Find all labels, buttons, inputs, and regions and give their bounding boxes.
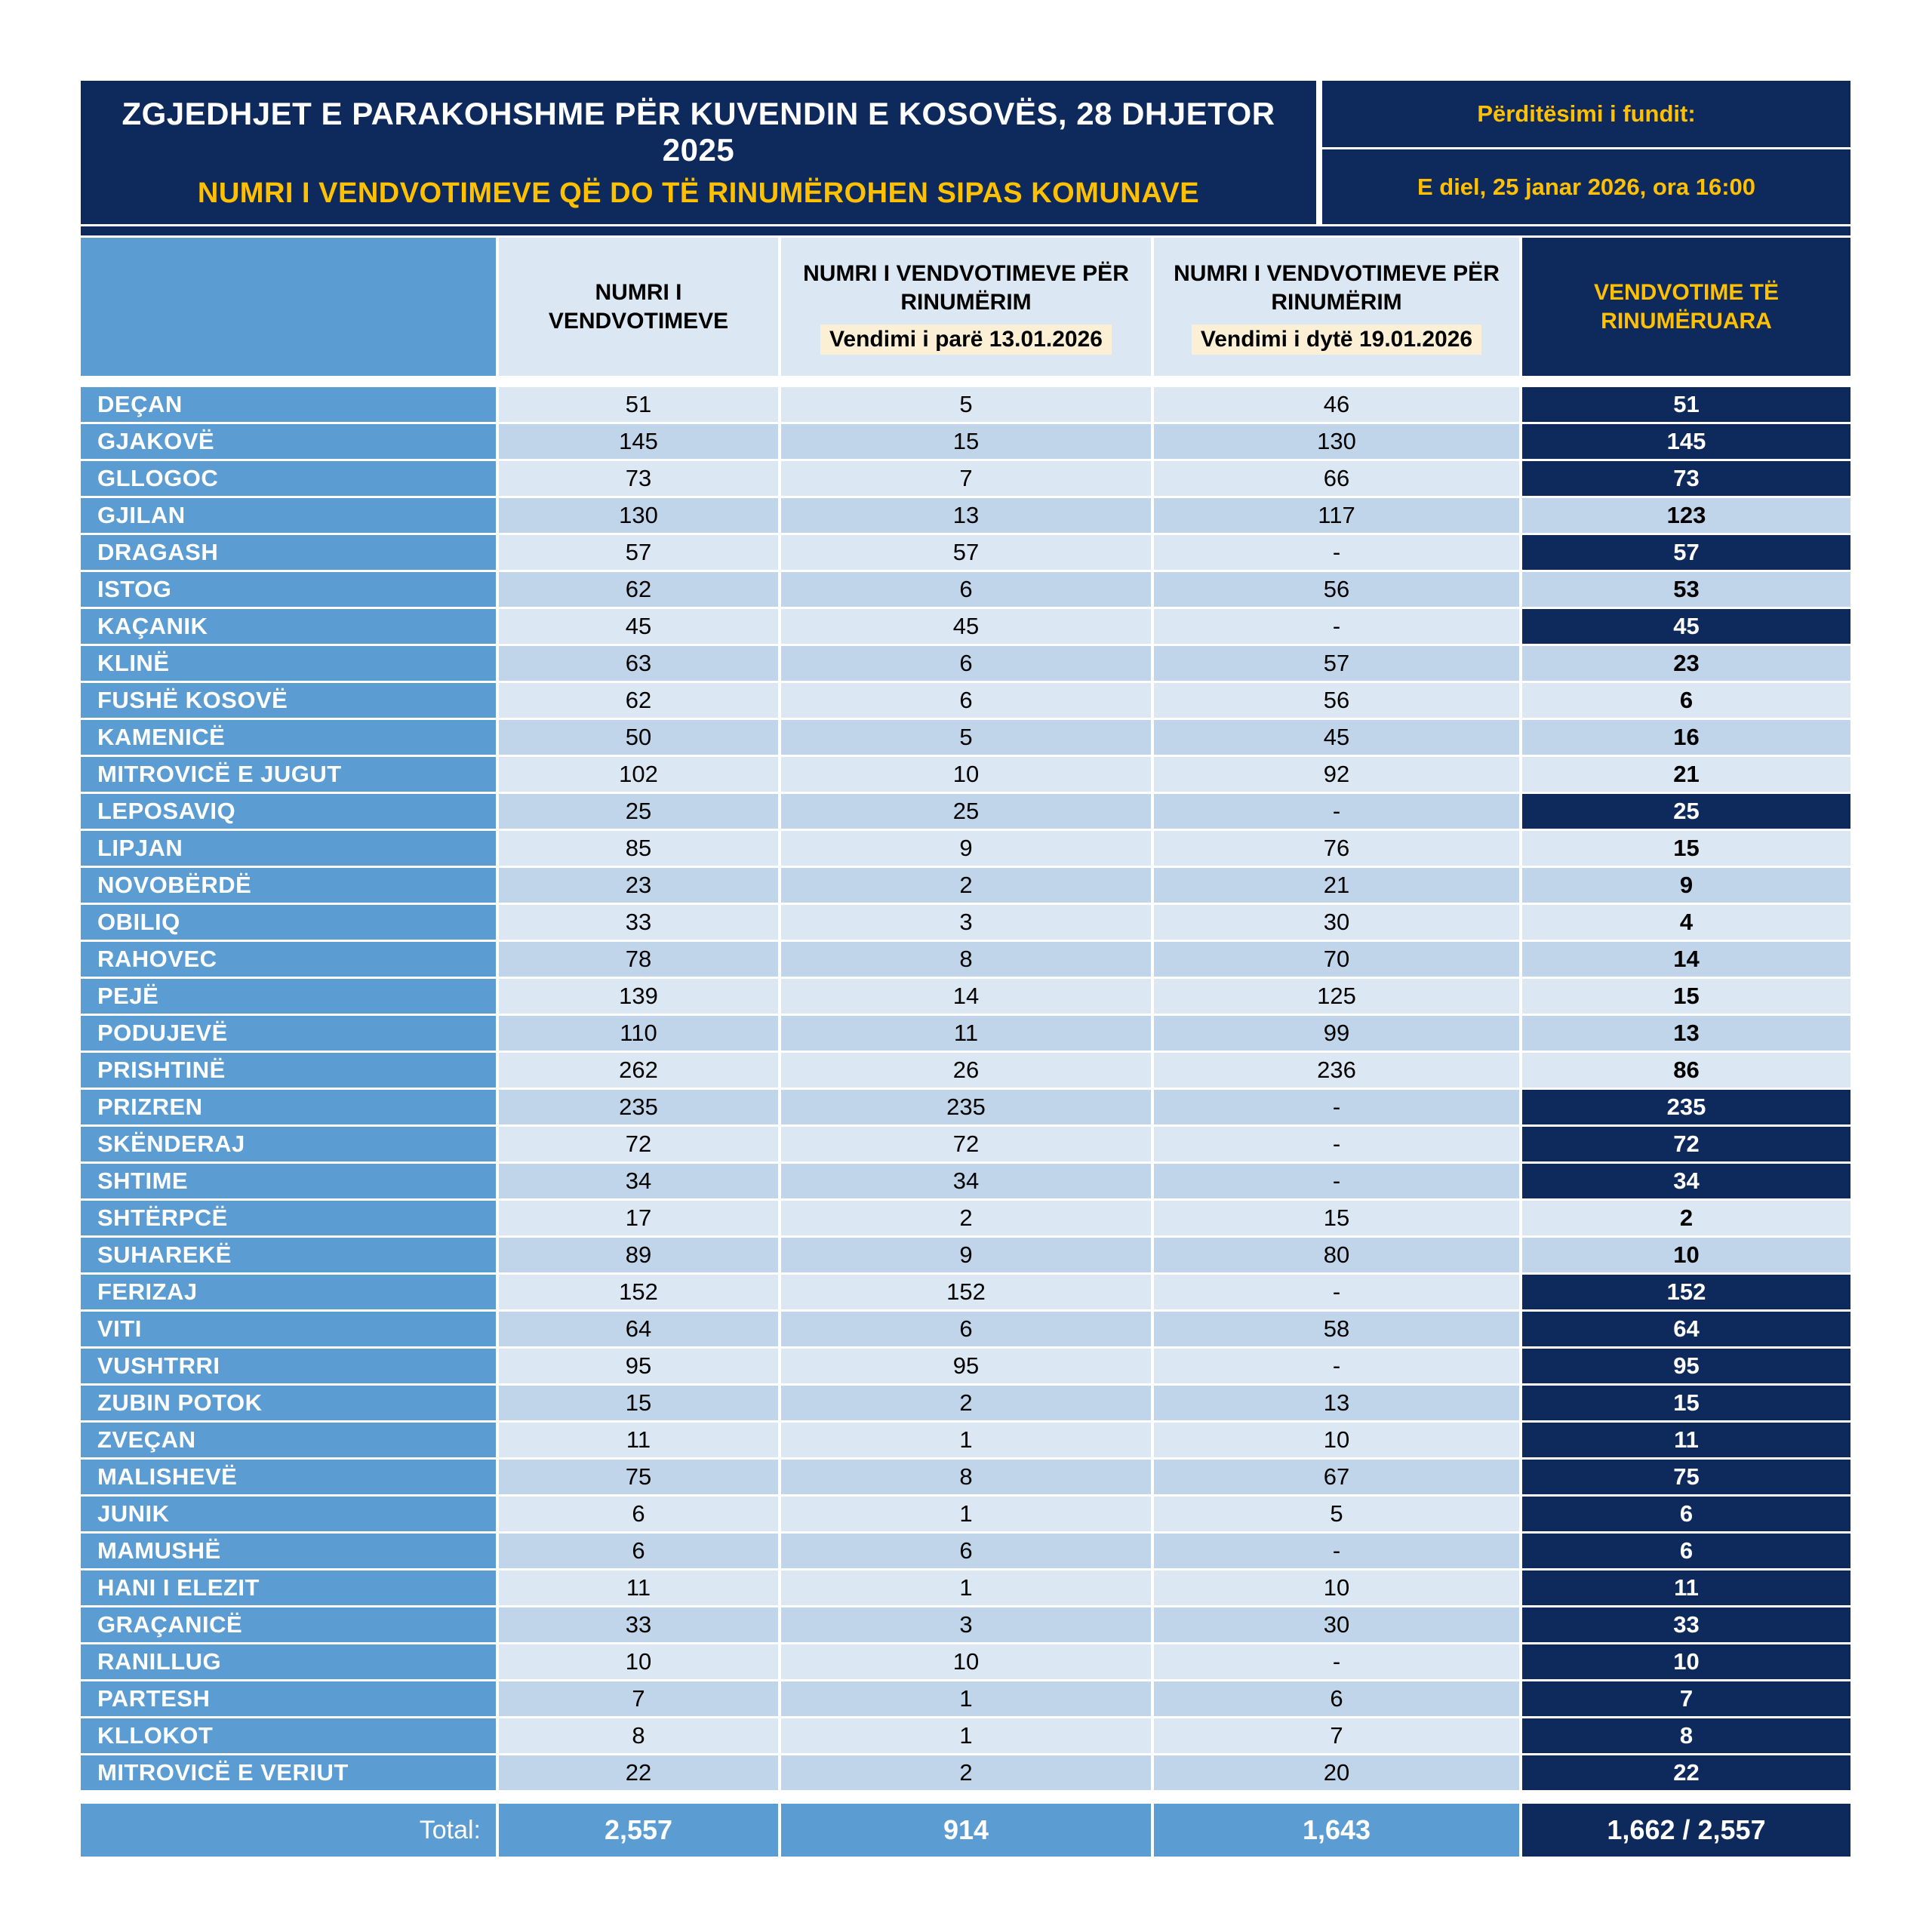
cell-second-decision: 70 xyxy=(1154,942,1519,977)
cell-total-stations: 11 xyxy=(499,1423,778,1457)
cell-second-decision: - xyxy=(1154,609,1519,644)
th-municipality xyxy=(81,238,496,376)
cell-total-stations: 25 xyxy=(499,794,778,829)
municipality-name: PRISHTINË xyxy=(81,1053,496,1088)
cell-total-stations: 85 xyxy=(499,831,778,866)
cell-second-decision: 5 xyxy=(1154,1497,1519,1531)
cell-total-stations: 50 xyxy=(499,720,778,755)
table-row xyxy=(81,1644,1850,1679)
cell-total-stations: 17 xyxy=(499,1201,778,1235)
cell-second-decision: 56 xyxy=(1154,572,1519,607)
municipality-name: VITI xyxy=(81,1312,496,1346)
cell-total-stations: 145 xyxy=(499,424,778,459)
cell-recounted: 72 xyxy=(1522,1127,1850,1161)
cell-total-stations: 51 xyxy=(499,387,778,422)
cell-recounted: 15 xyxy=(1522,1386,1850,1420)
cell-second-decision: 15 xyxy=(1154,1201,1519,1235)
cell-second-decision: 66 xyxy=(1154,461,1519,496)
table-row xyxy=(81,1312,1850,1346)
municipality-name: MITROVICË E VERIUT xyxy=(81,1755,496,1790)
cell-second-decision: - xyxy=(1154,1127,1519,1161)
cell-first-decision: 8 xyxy=(781,942,1151,977)
cell-total-stations: 62 xyxy=(499,572,778,607)
municipality-name: HANI I ELEZIT xyxy=(81,1571,496,1605)
cell-second-decision: - xyxy=(1154,1275,1519,1309)
th-second-decision-label: NUMRI I VENDVOTIMEVE PËR RINUMËRIM xyxy=(1174,260,1500,315)
cell-recounted: 53 xyxy=(1522,572,1850,607)
cell-first-decision: 10 xyxy=(781,1644,1151,1679)
cell-total-stations: 72 xyxy=(499,1127,778,1161)
cell-total-stations: 15 xyxy=(499,1386,778,1420)
municipality-name: KAÇANIK xyxy=(81,609,496,644)
cell-recounted: 8 xyxy=(1522,1718,1850,1753)
municipality-name: RANILLUG xyxy=(81,1644,496,1679)
cell-total-stations: 75 xyxy=(499,1460,778,1494)
cell-second-decision: 125 xyxy=(1154,979,1519,1014)
municipality-name: MITROVICË E JUGUT xyxy=(81,757,496,792)
cell-total-stations: 22 xyxy=(499,1755,778,1790)
cell-total-stations: 152 xyxy=(499,1275,778,1309)
cell-second-decision: 30 xyxy=(1154,905,1519,940)
cell-first-decision: 72 xyxy=(781,1127,1151,1161)
cell-recounted: 25 xyxy=(1522,794,1850,829)
table-row xyxy=(81,1460,1850,1494)
table-row xyxy=(81,1718,1850,1753)
cell-recounted: 33 xyxy=(1522,1607,1850,1642)
cell-total-stations: 10 xyxy=(499,1644,778,1679)
cell-recounted: 6 xyxy=(1522,1534,1850,1568)
cell-recounted: 10 xyxy=(1522,1238,1850,1272)
cell-total-stations: 6 xyxy=(499,1497,778,1531)
total-second-decision: 1,643 xyxy=(1154,1804,1519,1857)
table-header-row xyxy=(81,238,1850,376)
cell-recounted: 145 xyxy=(1522,424,1850,459)
cell-first-decision: 2 xyxy=(781,1755,1151,1790)
table-row xyxy=(81,905,1850,940)
table-row xyxy=(81,831,1850,866)
cell-first-decision: 34 xyxy=(781,1164,1151,1198)
cell-total-stations: 34 xyxy=(499,1164,778,1198)
cell-recounted: 4 xyxy=(1522,905,1850,940)
table-row xyxy=(81,1090,1850,1124)
table-row xyxy=(81,1238,1850,1272)
cell-first-decision: 95 xyxy=(781,1349,1151,1383)
cell-second-decision: 236 xyxy=(1154,1053,1519,1088)
cell-first-decision: 5 xyxy=(781,387,1151,422)
table-row xyxy=(81,1275,1850,1309)
cell-total-stations: 262 xyxy=(499,1053,778,1088)
cell-recounted: 11 xyxy=(1522,1571,1850,1605)
cell-second-decision: 117 xyxy=(1154,498,1519,533)
cell-first-decision: 14 xyxy=(781,979,1151,1014)
cell-first-decision: 8 xyxy=(781,1460,1151,1494)
municipality-name: GRAÇANICË xyxy=(81,1607,496,1642)
cell-total-stations: 7 xyxy=(499,1681,778,1716)
title-box xyxy=(81,81,1316,224)
cell-recounted: 45 xyxy=(1522,609,1850,644)
update-value: E diel, 25 janar 2026, ora 16:00 xyxy=(1322,149,1850,224)
cell-first-decision: 13 xyxy=(781,498,1151,533)
cell-total-stations: 62 xyxy=(499,683,778,718)
table-row xyxy=(81,1386,1850,1420)
cell-first-decision: 6 xyxy=(781,646,1151,681)
cell-second-decision: 21 xyxy=(1154,868,1519,903)
cell-recounted: 15 xyxy=(1522,979,1850,1014)
cell-recounted: 22 xyxy=(1522,1755,1850,1790)
municipality-name: SUHAREKË xyxy=(81,1238,496,1272)
cell-first-decision: 57 xyxy=(781,535,1151,570)
total-recounted: 1,662 / 2,557 xyxy=(1522,1804,1850,1857)
cell-recounted: 152 xyxy=(1522,1275,1850,1309)
cell-total-stations: 64 xyxy=(499,1312,778,1346)
th-total-stations xyxy=(499,238,778,376)
cell-recounted: 10 xyxy=(1522,1644,1850,1679)
table-row xyxy=(81,535,1850,570)
cell-total-stations: 102 xyxy=(499,757,778,792)
cell-first-decision: 45 xyxy=(781,609,1151,644)
cell-recounted: 9 xyxy=(1522,868,1850,903)
cell-second-decision: 80 xyxy=(1154,1238,1519,1272)
cell-recounted: 34 xyxy=(1522,1164,1850,1198)
municipality-name: DRAGASH xyxy=(81,535,496,570)
cell-second-decision: - xyxy=(1154,1090,1519,1124)
cell-second-decision: 30 xyxy=(1154,1607,1519,1642)
table-row xyxy=(81,1423,1850,1457)
municipality-name: JUNIK xyxy=(81,1497,496,1531)
th-total-stations-label: NUMRI I VENDVOTIMEVE xyxy=(548,279,729,334)
cell-recounted: 75 xyxy=(1522,1460,1850,1494)
table-row xyxy=(81,720,1850,755)
report-title-line1: ZGJEDHJET E PARAKOHSHME PËR KUVENDIN E KOSOVËS, 28 DHJETOR 2025 xyxy=(122,95,1275,168)
table-row xyxy=(81,683,1850,718)
municipality-name: ZUBIN POTOK xyxy=(81,1386,496,1420)
table-row xyxy=(81,461,1850,496)
cell-first-decision: 2 xyxy=(781,1386,1151,1420)
cell-total-stations: 130 xyxy=(499,498,778,533)
municipality-name: DEÇAN xyxy=(81,387,496,422)
municipality-name: MALISHEVË xyxy=(81,1460,496,1494)
municipality-name: GLLOGOC xyxy=(81,461,496,496)
cell-first-decision: 6 xyxy=(781,1534,1151,1568)
cell-recounted: 6 xyxy=(1522,683,1850,718)
report-title-line2: NUMRI I VENDVOTIMEVE QË DO TË RINUMËROHEN SIPAS KOMUNAVE xyxy=(197,177,1200,209)
cell-first-decision: 9 xyxy=(781,831,1151,866)
cell-second-decision: 99 xyxy=(1154,1016,1519,1051)
cell-first-decision: 7 xyxy=(781,461,1151,496)
cell-recounted: 51 xyxy=(1522,387,1850,422)
table-row xyxy=(81,1127,1850,1161)
cell-first-decision: 25 xyxy=(781,794,1151,829)
municipality-name: MAMUSHË xyxy=(81,1534,496,1568)
cell-total-stations: 6 xyxy=(499,1534,778,1568)
cell-recounted: 123 xyxy=(1522,498,1850,533)
cell-first-decision: 6 xyxy=(781,572,1151,607)
table-row xyxy=(81,609,1850,644)
cell-total-stations: 45 xyxy=(499,609,778,644)
cell-second-decision: 10 xyxy=(1154,1423,1519,1457)
cell-first-decision: 11 xyxy=(781,1016,1151,1051)
municipality-name: GJILAN xyxy=(81,498,496,533)
municipality-name: LIPJAN xyxy=(81,831,496,866)
table-row xyxy=(81,794,1850,829)
cell-second-decision: 58 xyxy=(1154,1312,1519,1346)
cell-recounted: 73 xyxy=(1522,461,1850,496)
table-row xyxy=(81,1607,1850,1642)
cell-first-decision: 10 xyxy=(781,757,1151,792)
table-row xyxy=(81,757,1850,792)
th-first-decision-badge: Vendimi i parë 13.01.2026 xyxy=(820,325,1112,355)
cell-total-stations: 139 xyxy=(499,979,778,1014)
table-row xyxy=(81,498,1850,533)
cell-recounted: 21 xyxy=(1522,757,1850,792)
cell-first-decision: 1 xyxy=(781,1497,1151,1531)
municipality-name: PEJË xyxy=(81,979,496,1014)
report xyxy=(81,81,1850,1857)
cell-second-decision: 13 xyxy=(1154,1386,1519,1420)
cell-first-decision: 1 xyxy=(781,1423,1151,1457)
table-row xyxy=(81,1681,1850,1716)
cell-recounted: 235 xyxy=(1522,1090,1850,1124)
cell-recounted: 86 xyxy=(1522,1053,1850,1088)
municipality-name: ZVEÇAN xyxy=(81,1423,496,1457)
municipality-name: FUSHË KOSOVË xyxy=(81,683,496,718)
municipality-name: KLLOKOT xyxy=(81,1718,496,1753)
cell-total-stations: 78 xyxy=(499,942,778,977)
cell-first-decision: 2 xyxy=(781,1201,1151,1235)
municipality-name: PODUJEVË xyxy=(81,1016,496,1051)
th-recounted: VENDVOTIME TË RINUMËRUARA xyxy=(1522,238,1850,376)
cell-first-decision: 3 xyxy=(781,905,1151,940)
municipality-name: ISTOG xyxy=(81,572,496,607)
cell-total-stations: 73 xyxy=(499,461,778,496)
cell-first-decision: 235 xyxy=(781,1090,1151,1124)
cell-first-decision: 1 xyxy=(781,1681,1151,1716)
cell-first-decision: 3 xyxy=(781,1607,1151,1642)
cell-recounted: 2 xyxy=(1522,1201,1850,1235)
municipality-name: SHTIME xyxy=(81,1164,496,1198)
cell-total-stations: 89 xyxy=(499,1238,778,1272)
cell-second-decision: 57 xyxy=(1154,646,1519,681)
cell-second-decision: - xyxy=(1154,1644,1519,1679)
cell-second-decision: 92 xyxy=(1154,757,1519,792)
cell-first-decision: 2 xyxy=(781,868,1151,903)
cell-first-decision: 6 xyxy=(781,683,1151,718)
th-second-decision xyxy=(1154,238,1519,376)
cell-first-decision: 15 xyxy=(781,424,1151,459)
cell-second-decision: - xyxy=(1154,1349,1519,1383)
total-label: Total: xyxy=(81,1804,496,1857)
cell-second-decision: 6 xyxy=(1154,1681,1519,1716)
cell-total-stations: 110 xyxy=(499,1016,778,1051)
th-first-decision-label: NUMRI I VENDVOTIMEVE PËR RINUMËRIM xyxy=(803,260,1129,315)
cell-total-stations: 33 xyxy=(499,905,778,940)
cell-recounted: 23 xyxy=(1522,646,1850,681)
cell-second-decision: - xyxy=(1154,1164,1519,1198)
municipality-name: RAHOVEC xyxy=(81,942,496,977)
cell-recounted: 16 xyxy=(1522,720,1850,755)
table-row xyxy=(81,1534,1850,1568)
cell-total-stations: 57 xyxy=(499,535,778,570)
cell-second-decision: 67 xyxy=(1154,1460,1519,1494)
update-label: Përditësimi i fundit: xyxy=(1322,81,1850,147)
cell-second-decision: 56 xyxy=(1154,683,1519,718)
municipality-name: PARTESH xyxy=(81,1681,496,1716)
cell-second-decision: 7 xyxy=(1154,1718,1519,1753)
municipality-name: KAMENICË xyxy=(81,720,496,755)
total-first-decision: 914 xyxy=(781,1804,1151,1857)
cell-second-decision: - xyxy=(1154,535,1519,570)
update-box xyxy=(1322,81,1850,224)
cell-first-decision: 152 xyxy=(781,1275,1151,1309)
cell-total-stations: 11 xyxy=(499,1571,778,1605)
cell-recounted: 64 xyxy=(1522,1312,1850,1346)
municipality-name: SKËNDERAJ xyxy=(81,1127,496,1161)
municipality-name: VUSHTRRI xyxy=(81,1349,496,1383)
total-stations-total: 2,557 xyxy=(499,1804,778,1857)
table-row xyxy=(81,1349,1850,1383)
cell-total-stations: 95 xyxy=(499,1349,778,1383)
municipality-name: SHTËRPCË xyxy=(81,1201,496,1235)
cell-second-decision: 46 xyxy=(1154,387,1519,422)
municipality-name: FERIZAJ xyxy=(81,1275,496,1309)
th-second-decision-badge: Vendimi i dytë 19.01.2026 xyxy=(1192,325,1481,355)
cell-recounted: 15 xyxy=(1522,831,1850,866)
table-row xyxy=(81,1164,1850,1198)
table-body xyxy=(81,387,1850,1790)
municipality-name: LEPOSAVIQ xyxy=(81,794,496,829)
total-row xyxy=(81,1804,1850,1857)
cell-second-decision: 10 xyxy=(1154,1571,1519,1605)
cell-total-stations: 63 xyxy=(499,646,778,681)
cell-first-decision: 26 xyxy=(781,1053,1151,1088)
cell-total-stations: 8 xyxy=(499,1718,778,1753)
table-row xyxy=(81,942,1850,977)
cell-recounted: 13 xyxy=(1522,1016,1850,1051)
cell-first-decision: 9 xyxy=(781,1238,1151,1272)
cell-second-decision: - xyxy=(1154,1534,1519,1568)
municipality-name: KLINË xyxy=(81,646,496,681)
table-row xyxy=(81,572,1850,607)
table-row xyxy=(81,1201,1850,1235)
cell-recounted: 7 xyxy=(1522,1681,1850,1716)
municipality-name: NOVOBËRDË xyxy=(81,868,496,903)
cell-total-stations: 235 xyxy=(499,1090,778,1124)
cell-recounted: 57 xyxy=(1522,535,1850,570)
municipality-name: PRIZREN xyxy=(81,1090,496,1124)
th-first-decision xyxy=(781,238,1151,376)
cell-recounted: 11 xyxy=(1522,1423,1850,1457)
table-row xyxy=(81,646,1850,681)
table-row xyxy=(81,1497,1850,1531)
report-header xyxy=(81,81,1850,224)
cell-first-decision: 1 xyxy=(781,1571,1151,1605)
cell-second-decision: 45 xyxy=(1154,720,1519,755)
table-row xyxy=(81,424,1850,459)
cell-total-stations: 33 xyxy=(499,1607,778,1642)
cell-second-decision: - xyxy=(1154,794,1519,829)
header-divider-bar xyxy=(81,226,1850,235)
cell-recounted: 14 xyxy=(1522,942,1850,977)
municipality-name: GJAKOVË xyxy=(81,424,496,459)
table-row xyxy=(81,1016,1850,1051)
cell-second-decision: 130 xyxy=(1154,424,1519,459)
table-row xyxy=(81,868,1850,903)
cell-recounted: 6 xyxy=(1522,1497,1850,1531)
table-row xyxy=(81,387,1850,422)
table-row xyxy=(81,1053,1850,1088)
cell-first-decision: 6 xyxy=(781,1312,1151,1346)
cell-recounted: 95 xyxy=(1522,1349,1850,1383)
municipality-name: OBILIQ xyxy=(81,905,496,940)
cell-first-decision: 5 xyxy=(781,720,1151,755)
cell-total-stations: 23 xyxy=(499,868,778,903)
cell-second-decision: 76 xyxy=(1154,831,1519,866)
table-row xyxy=(81,979,1850,1014)
cell-first-decision: 1 xyxy=(781,1718,1151,1753)
table-row xyxy=(81,1755,1850,1790)
cell-second-decision: 20 xyxy=(1154,1755,1519,1790)
table-row xyxy=(81,1571,1850,1605)
